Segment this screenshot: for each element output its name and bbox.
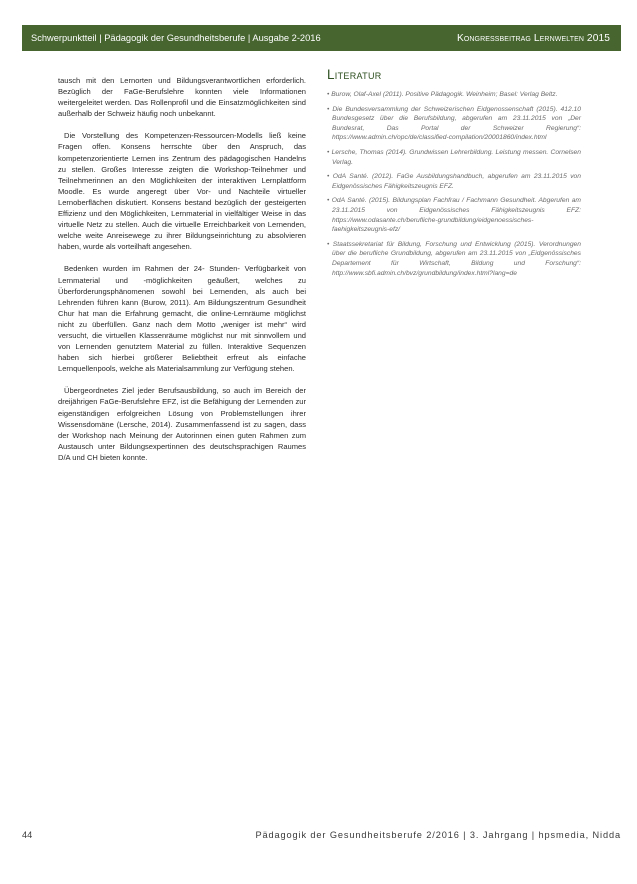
body-paragraph: Die Vorstellung des Kompetenzen-Ressourcen-Modells ließ keine Fragen offen. Konsens herrschte über den Anspruch, das kompetenzorientierte Lernen ins Zentrum des pädagogischen Handelns zu stellen. Großes Interesse zeigten die Workshop-Teilnehmer und Teilnehmerinnen an den Möglichkeiten der interaktiven Lernplattform Moodle. Es wurde angeregt über Vor- und Nachteile virtueller Lernoberflächen diskutiert. Konsens bestand bezüglich der gesteigerten Effizienz und den Möglichkeiten, Lernmaterial in vielfältiger Weise in das virtuelle Netz zu stellen. Auch die virtuelle Erreichbarkeit von Lernenden, welche weite Anreisewege zu ihrer Bildungseinrichtung zu absolvieren haben, wurde als vorteilhaft angesehen. bbox=[58, 131, 306, 252]
literature-section bbox=[327, 67, 581, 283]
body-text-column bbox=[58, 75, 306, 474]
reference-item: • Burow, Olaf-Axel (2011). Positive Pädagogik. Weinheim; Basel: Verlag Beltz. bbox=[327, 91, 558, 98]
page-number: 44 bbox=[22, 830, 33, 840]
literature-heading: Literatur bbox=[327, 67, 382, 82]
reference-item: • OdA Santé. (2015). Bildungsplan Fachfrau / Fachmann Gesundheit. Abgerufen am 23.11.2015 von Eidgenössisches Fähigkeitszeugnis EFZ: https://www.odasante.ch/berufliche-grundbildung/eidgenoessisches-faehigkeitszeugnis-efz/ bbox=[327, 197, 581, 234]
running-footer bbox=[22, 830, 621, 840]
reference-item: • Die Bundesversammlung der Schweizerischen Eidgenossenschaft (2015). 412.10 Bundesgesetz über die Berufsbildung, abgerufen am 23.11.2015 von „Der Bundesrat, Das Portal der Schweizer Regierung“: https://www.admin.ch/opc/de/classified-compilation/20001860/index.html bbox=[327, 105, 581, 142]
footer-journal-info: Pädagogik der Gesundheitsberufe 2/2016 | 3. Jahrgang | hpsmedia, Nidda bbox=[255, 830, 621, 840]
reference-item: • Lersche, Thomas (2014). Grundwissen Lehrerbildung. Leistung messen. Cornelsen Verlag. bbox=[327, 148, 581, 166]
running-header bbox=[22, 25, 621, 51]
reference-item: • OdA Santé. (2012). FaGe Ausbildungshandbuch, abgerufen am 23.11.2015 von Eidgenössisches Fähigkeitszeugnis EFZ. bbox=[327, 173, 581, 190]
header-section-title: Schwerpunktteil | Pädagogik der Gesundheitsberufe | Ausgabe 2-2016 bbox=[31, 33, 321, 43]
header-article-type: Kongressbeitrag Lernwelten 2015 bbox=[456, 32, 610, 44]
reference-item: • Staatssekretariat für Bildung, Forschung und Entwicklung (2015). Verordnungen über die berufliche Grundbildung, abgerufen am 23.11.2015 von „Eidgenössisches Departement für Wirtschaft, Bildung und Forschung“: http://www.sbfi.admin.ch/bvz/grundbildung/index.html?lang=de bbox=[327, 240, 581, 277]
body-paragraph: tausch mit den Lernorten und Bildungsverantwortlichen erforderlich. Bezüglich der FaGe-Berufslehre konnten viele Informationen weitergeleitet werden. Das Rollenprofil und die Einsatzmöglichkeiten sind außerhalb der Schweiz häufig noch unbekannt. bbox=[58, 76, 306, 119]
body-paragraph: Übergeordnetes Ziel jeder Berufsausbildung, so auch im Bereich der dreijährigen FaGe-Berufslehre EFZ, ist die Befähigung der Lernenden zur eigenständigen erfolgreichen Lösung von Problemstellungen ihrer Wissensdomäne (Lersche, 2014). Zusammenfassend ist zu sagen, dass der Workshop nach Meinung der Autorinnen einen guten Rahmen zum Austausch unter Bildungsexpertinnen des deutschsprachigen Raumes D/A und CH bieten konnte. bbox=[58, 386, 306, 462]
body-paragraph: Bedenken wurden im Rahmen der 24- Stunden- Verfügbarkeit von Lernmaterial und -möglichkeiten geäußert, welches zu Überforderungsphänomenen sowohl bei Lernenden, als auch bei Lehrenden führen kann (Burow, 2011). Am Bildungszentrum Gesundheit Chur hat man die Erfahrung gemacht, die online-Lernräume möglichst nicht zu überfüllen. Ganz nach dem Motto „weniger ist mehr“ wird versucht, die virtuellen Klassenräume möglichst nur mit sinnvollem und von Lernenden genutztem Material zu füllen. Interaktive Sequenzen haben sich hierbei größerer Beliebtheit erfreut als einfache Lernquellenpools, welche als Materialsammlung zur Verfügung stehen. bbox=[58, 264, 306, 374]
